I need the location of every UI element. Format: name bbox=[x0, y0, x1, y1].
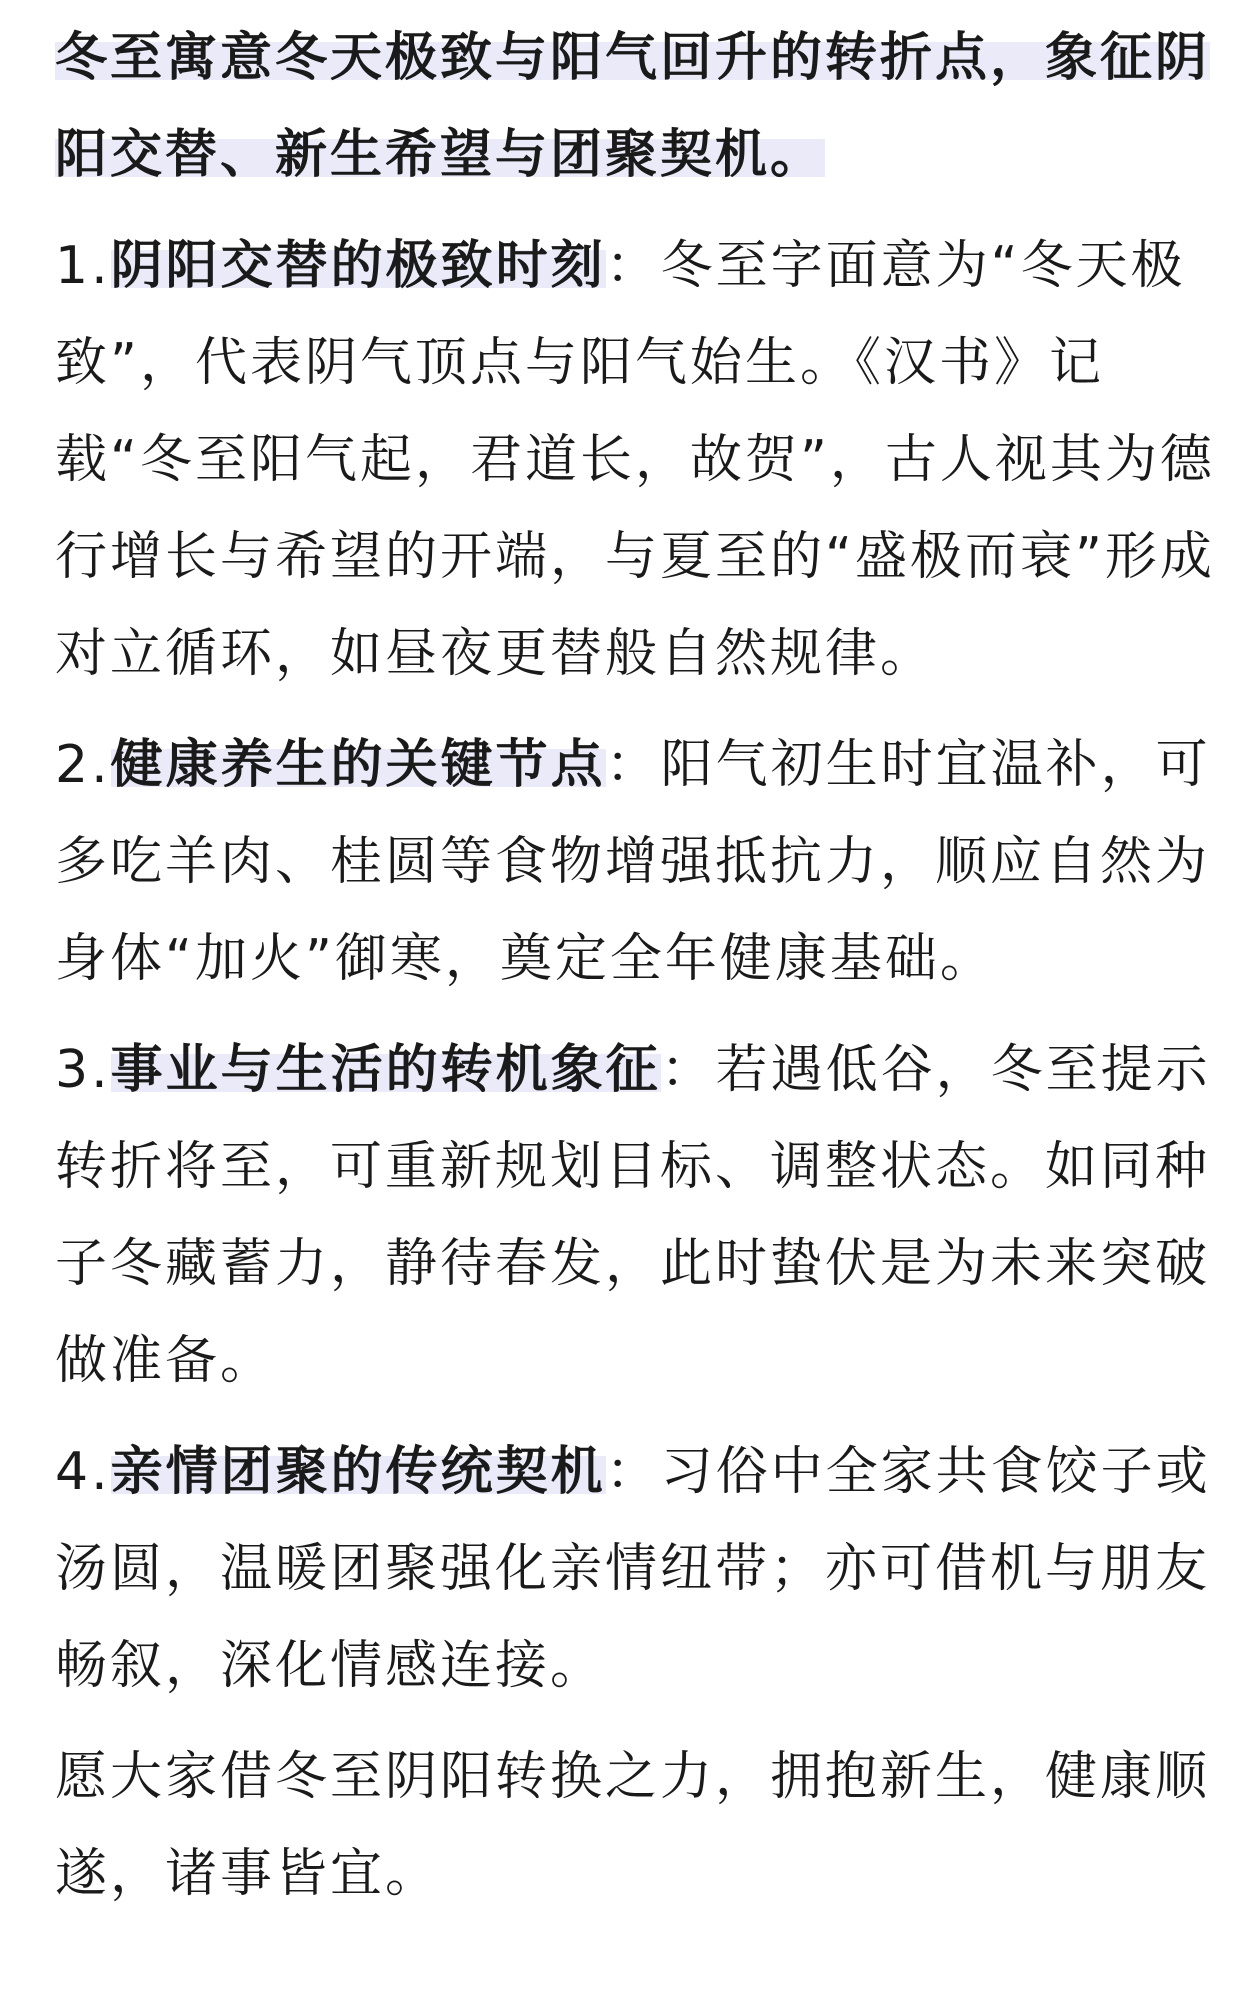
intro-text: 冬至寓意冬天极致与阳气回升的转折点，象征阴阳交替、新生希望与团聚契机。 bbox=[55, 28, 1211, 185]
item-number: 1. bbox=[55, 236, 111, 296]
item-body: ：冬至字面意为“冬天极致”，代表阴气顶点与阳气始生。《汉书》记载“冬至阳气起，君道长，故贺”，古人视其为德行增长与希望的开端，与夏至的“盛极而衰”形成对立循环，如昼夜更替般自然规律。 bbox=[55, 236, 1215, 684]
item-title: 亲情团聚的传统契机 bbox=[110, 1442, 606, 1502]
list-item-2 bbox=[55, 717, 1220, 1008]
list-item-4 bbox=[55, 1424, 1220, 1715]
list-item-3 bbox=[55, 1022, 1220, 1410]
item-number: 3. bbox=[55, 1040, 111, 1100]
list-item-1 bbox=[55, 218, 1220, 703]
item-title: 事业与生活的转机象征 bbox=[110, 1040, 661, 1100]
closing-paragraph bbox=[55, 1729, 1220, 1923]
item-title: 健康养生的关键节点 bbox=[110, 735, 606, 795]
item-title: 阴阳交替的极致时刻 bbox=[110, 236, 606, 296]
item-number: 2. bbox=[55, 735, 111, 795]
item-number: 4. bbox=[55, 1442, 111, 1502]
intro-paragraph bbox=[55, 10, 1220, 204]
item-body: ：阳气初生时宜温补，可多吃羊肉、桂圆等食物增强抵抗力，顺应自然为身体“加火”御寒，奠定全年健康基础。 bbox=[55, 735, 1211, 989]
closing-text: 愿大家借冬至阴阳转换之力，拥抱新生，健康顺遂，诸事皆宜。 bbox=[55, 1747, 1211, 1904]
item-body: ：若遇低谷，冬至提示转折将至，可重新规划目标、调整状态。如同种子冬藏蓄力，静待春发，此时蛰伏是为未来突破做准备。 bbox=[55, 1040, 1211, 1391]
item-body: ：习俗中全家共食饺子或汤圆，温暖团聚强化亲情纽带；亦可借机与朋友畅叙，深化情感连接。 bbox=[55, 1442, 1211, 1696]
